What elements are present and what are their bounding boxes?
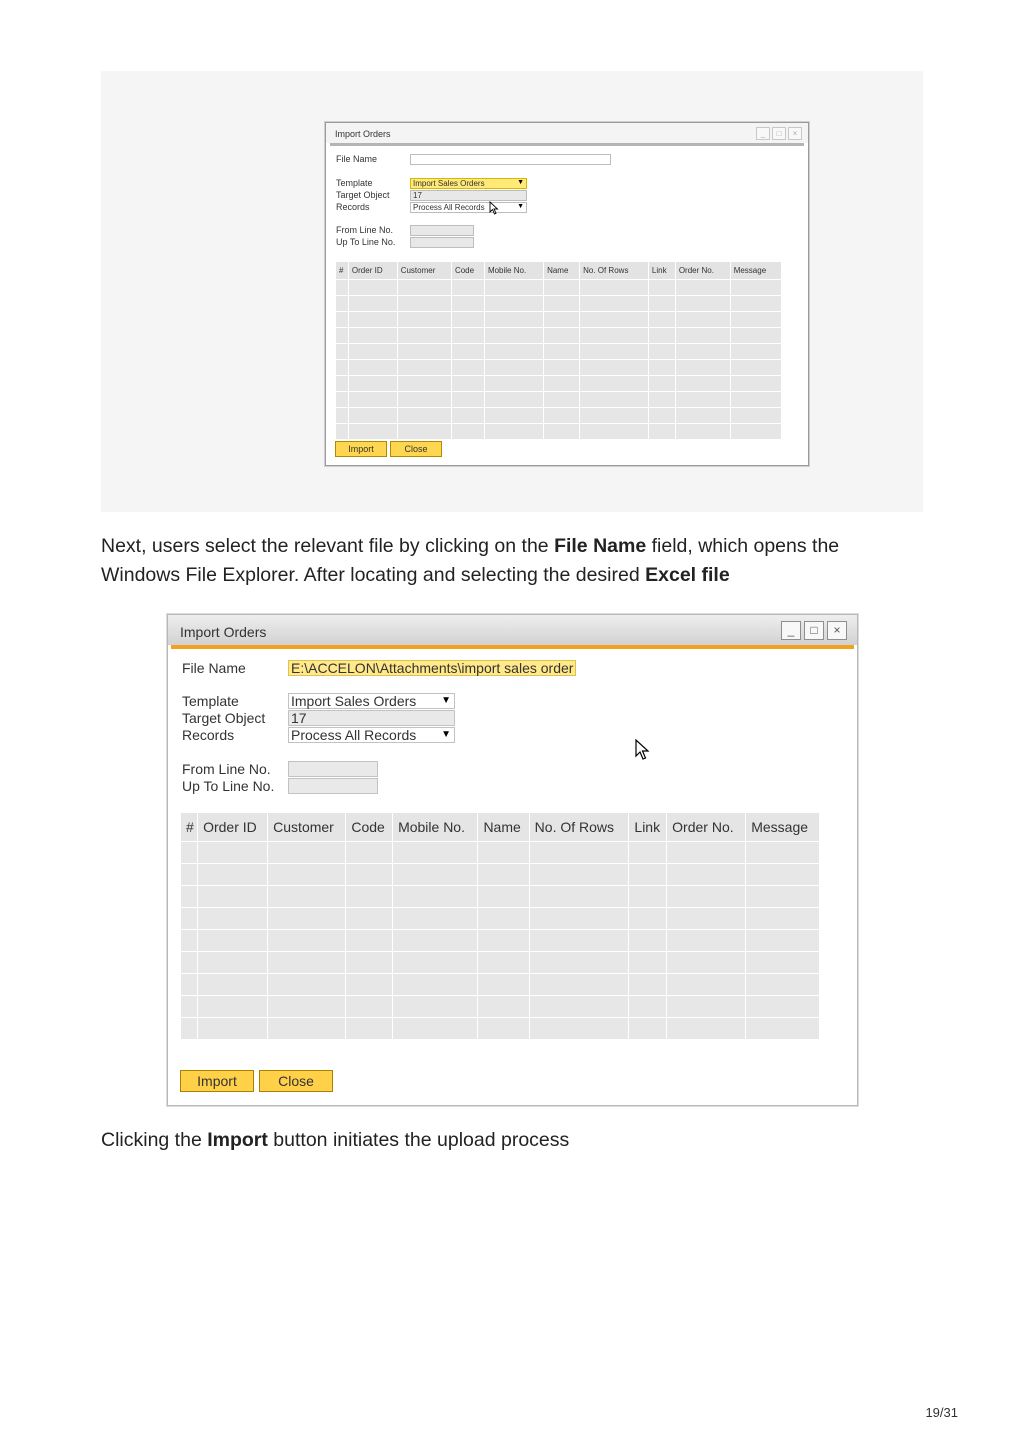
table-cell[interactable] [580, 296, 649, 312]
table-row[interactable] [336, 296, 782, 312]
table-cell[interactable] [393, 974, 478, 996]
orders-grid [180, 812, 820, 1040]
table-cell[interactable] [648, 408, 675, 424]
column-header[interactable]: Mobile No. [393, 813, 478, 842]
table-cell[interactable] [629, 974, 667, 996]
maximize-icon[interactable]: □ [772, 127, 786, 140]
table-cell[interactable] [393, 864, 478, 886]
table-cell[interactable] [397, 392, 451, 408]
dropdown-arrow-icon: ▼ [517, 179, 524, 186]
table-row[interactable] [336, 392, 782, 408]
table-cell[interactable] [629, 886, 667, 908]
table-cell[interactable] [529, 996, 629, 1018]
dialog-title-bar [326, 123, 808, 143]
page-number: 19/31 [925, 1405, 958, 1420]
paragraph-text: field, which opens the Windows File Explorer. After locating and selecting the desired [101, 535, 840, 586]
import-orders-dialog-large [167, 614, 858, 1106]
table-cell[interactable] [580, 408, 649, 424]
table-cell[interactable] [730, 424, 781, 440]
table-cell[interactable] [336, 344, 349, 360]
table-row[interactable] [336, 344, 782, 360]
close-button[interactable]: Close [390, 441, 442, 457]
table-cell[interactable] [484, 392, 543, 408]
table-cell[interactable] [397, 360, 451, 376]
table-cell[interactable] [746, 864, 820, 886]
table-cell[interactable] [730, 296, 781, 312]
table-cell[interactable] [451, 312, 484, 328]
table-row[interactable] [181, 974, 820, 996]
table-cell[interactable] [544, 296, 580, 312]
close-icon[interactable]: × [788, 127, 802, 140]
table-cell[interactable] [544, 360, 580, 376]
paragraph-file-name [101, 532, 921, 590]
table-cell[interactable] [580, 360, 649, 376]
table-cell[interactable] [667, 886, 746, 908]
table-cell[interactable] [544, 424, 580, 440]
up-to-line-label: Up To Line No. [336, 237, 396, 247]
table-row[interactable] [181, 842, 820, 864]
table-cell[interactable] [451, 296, 484, 312]
column-header[interactable]: No. Of Rows [529, 813, 629, 842]
records-value: Process All Records [291, 727, 417, 743]
table-cell[interactable] [484, 312, 543, 328]
table-cell[interactable] [181, 886, 198, 908]
table-cell[interactable] [484, 280, 543, 296]
table-cell[interactable] [397, 280, 451, 296]
table-cell[interactable] [346, 996, 393, 1018]
table-cell[interactable] [198, 1018, 268, 1040]
table-cell[interactable] [348, 376, 397, 392]
table-row[interactable] [181, 864, 820, 886]
table-cell[interactable] [667, 930, 746, 952]
template-select[interactable] [288, 693, 455, 709]
table-cell[interactable] [336, 392, 349, 408]
table-cell[interactable] [268, 1018, 346, 1040]
table-cell[interactable] [397, 328, 451, 344]
table-cell[interactable] [336, 408, 349, 424]
table-cell[interactable] [268, 908, 346, 930]
table-cell[interactable] [346, 952, 393, 974]
table-cell[interactable] [629, 930, 667, 952]
records-select[interactable] [288, 727, 455, 743]
table-row[interactable] [336, 328, 782, 344]
orders-grid [335, 261, 782, 440]
table-cell[interactable] [397, 312, 451, 328]
table-cell[interactable] [675, 296, 730, 312]
up-to-line-label: Up To Line No. [182, 778, 275, 794]
table-cell[interactable] [484, 424, 543, 440]
table-cell[interactable] [393, 996, 478, 1018]
table-cell[interactable] [629, 996, 667, 1018]
target-object-label: Target Object [336, 190, 390, 200]
mouse-cursor-icon [489, 201, 499, 215]
table-cell[interactable] [529, 930, 629, 952]
table-row[interactable] [181, 952, 820, 974]
table-row[interactable] [181, 886, 820, 908]
paragraph-text: button initiates the upload process [267, 1129, 570, 1151]
table-cell[interactable] [629, 952, 667, 974]
dialog-title: Import Orders [335, 129, 391, 139]
table-cell[interactable] [181, 996, 198, 1018]
table-row[interactable] [336, 376, 782, 392]
up-to-line-input[interactable] [410, 237, 474, 248]
table-cell[interactable] [336, 296, 349, 312]
table-cell[interactable] [580, 344, 649, 360]
table-cell[interactable] [348, 408, 397, 424]
table-cell[interactable] [675, 392, 730, 408]
table-cell[interactable] [529, 886, 629, 908]
table-cell[interactable] [648, 296, 675, 312]
column-header[interactable]: Order ID [348, 262, 397, 280]
template-label: Template [182, 693, 239, 709]
table-cell[interactable] [648, 280, 675, 296]
column-header[interactable]: Code [346, 813, 393, 842]
table-cell[interactable] [181, 908, 198, 930]
table-cell[interactable] [346, 930, 393, 952]
table-row[interactable] [181, 996, 820, 1018]
table-cell[interactable] [529, 864, 629, 886]
table-cell[interactable] [746, 930, 820, 952]
table-cell[interactable] [348, 424, 397, 440]
table-cell[interactable] [397, 296, 451, 312]
table-cell[interactable] [667, 952, 746, 974]
table-cell[interactable] [268, 996, 346, 1018]
table-cell[interactable] [730, 328, 781, 344]
table-cell[interactable] [746, 1018, 820, 1040]
table-cell[interactable] [730, 408, 781, 424]
table-row[interactable] [181, 908, 820, 930]
table-cell[interactable] [268, 952, 346, 974]
table-cell[interactable] [268, 930, 346, 952]
target-object-label: Target Object [182, 710, 266, 726]
table-row[interactable] [336, 360, 782, 376]
table-cell[interactable] [648, 376, 675, 392]
table-cell[interactable] [181, 1018, 198, 1040]
table-cell[interactable] [478, 908, 529, 930]
dialog-title: Import Orders [180, 624, 267, 640]
table-cell[interactable] [397, 408, 451, 424]
table-cell[interactable] [451, 280, 484, 296]
column-header[interactable]: Message [746, 813, 820, 842]
column-header[interactable]: Code [451, 262, 484, 280]
table-cell[interactable] [181, 952, 198, 974]
dropdown-arrow-icon: ▼ [441, 695, 451, 706]
template-value: Import Sales Orders [291, 693, 417, 709]
table-cell[interactable] [529, 974, 629, 996]
table-row[interactable] [181, 1018, 820, 1040]
close-icon[interactable]: × [827, 621, 847, 640]
table-cell[interactable] [478, 886, 529, 908]
records-label: Records [336, 202, 370, 212]
table-cell[interactable] [336, 424, 349, 440]
table-cell[interactable] [580, 424, 649, 440]
file-name-label: File Name [336, 154, 378, 164]
table-cell[interactable] [451, 424, 484, 440]
title-divider [330, 143, 804, 146]
table-cell[interactable] [629, 908, 667, 930]
table-row[interactable] [336, 408, 782, 424]
dropdown-arrow-icon: ▼ [441, 729, 451, 740]
table-cell[interactable] [675, 376, 730, 392]
table-cell[interactable] [667, 908, 746, 930]
title-accent-divider [171, 645, 854, 649]
import-orders-dialog-small [325, 122, 809, 466]
table-cell[interactable] [544, 376, 580, 392]
table-cell[interactable] [484, 376, 543, 392]
table-cell[interactable] [181, 864, 198, 886]
table-cell[interactable] [667, 996, 746, 1018]
table-cell[interactable] [544, 408, 580, 424]
table-cell[interactable] [648, 392, 675, 408]
table-cell[interactable] [629, 842, 667, 864]
table-cell[interactable] [198, 974, 268, 996]
table-cell[interactable] [746, 952, 820, 974]
table-cell[interactable] [393, 908, 478, 930]
table-cell[interactable] [484, 344, 543, 360]
minimize-icon[interactable]: _ [756, 127, 770, 140]
table-cell[interactable] [529, 842, 629, 864]
table-cell[interactable] [730, 344, 781, 360]
table-cell[interactable] [580, 376, 649, 392]
table-cell[interactable] [675, 328, 730, 344]
close-button[interactable]: Close [259, 1070, 333, 1092]
table-cell[interactable] [478, 996, 529, 1018]
table-cell[interactable] [746, 886, 820, 908]
table-cell[interactable] [268, 864, 346, 886]
table-cell[interactable] [478, 952, 529, 974]
table-cell[interactable] [730, 360, 781, 376]
column-header[interactable]: Mobile No. [484, 262, 543, 280]
table-cell[interactable] [397, 424, 451, 440]
table-cell[interactable] [484, 360, 543, 376]
table-cell[interactable] [580, 328, 649, 344]
table-cell[interactable] [478, 842, 529, 864]
records-value: Process All Records [413, 203, 485, 212]
table-cell[interactable] [478, 1018, 529, 1040]
table-cell[interactable] [529, 1018, 629, 1040]
table-cell[interactable] [393, 1018, 478, 1040]
up-to-line-input[interactable] [288, 778, 378, 794]
target-object-field: 17 [288, 710, 455, 726]
table-cell[interactable] [746, 842, 820, 864]
table-cell[interactable] [648, 344, 675, 360]
file-name-input[interactable]: E:\ACCELON\Attachments\import sales order [288, 660, 576, 676]
table-row[interactable] [181, 930, 820, 952]
table-cell[interactable] [346, 974, 393, 996]
table-cell[interactable] [544, 392, 580, 408]
target-object-field: 17 [410, 190, 527, 201]
column-header[interactable]: Order No. [667, 813, 746, 842]
table-cell[interactable] [336, 376, 349, 392]
table-cell[interactable] [336, 312, 349, 328]
table-cell[interactable] [348, 296, 397, 312]
table-cell[interactable] [478, 974, 529, 996]
template-label: Template [336, 178, 373, 188]
table-cell[interactable] [667, 1018, 746, 1040]
column-header[interactable]: # [181, 813, 198, 842]
table-cell[interactable] [346, 864, 393, 886]
table-cell[interactable] [393, 930, 478, 952]
table-cell[interactable] [451, 360, 484, 376]
table-cell[interactable] [451, 376, 484, 392]
table-cell[interactable] [348, 280, 397, 296]
records-label: Records [182, 727, 235, 743]
import-button[interactable]: Import [335, 441, 387, 457]
column-header[interactable]: Order ID [198, 813, 268, 842]
table-cell[interactable] [348, 392, 397, 408]
table-cell[interactable] [393, 952, 478, 974]
table-cell[interactable] [346, 908, 393, 930]
table-cell[interactable] [529, 908, 629, 930]
template-value: Import Sales Orders [413, 179, 485, 188]
table-cell[interactable] [181, 974, 198, 996]
table-cell[interactable] [451, 392, 484, 408]
table-cell[interactable] [478, 930, 529, 952]
maximize-icon[interactable]: □ [804, 621, 824, 640]
table-cell[interactable] [544, 280, 580, 296]
column-header[interactable]: Link [648, 262, 675, 280]
table-cell[interactable] [580, 392, 649, 408]
file-name-label: File Name [182, 660, 246, 676]
table-cell[interactable] [397, 376, 451, 392]
table-cell[interactable] [348, 312, 397, 328]
table-cell[interactable] [484, 408, 543, 424]
table-cell[interactable] [675, 360, 730, 376]
column-header[interactable]: No. Of Rows [580, 262, 649, 280]
table-cell[interactable] [198, 886, 268, 908]
table-cell[interactable] [393, 886, 478, 908]
template-select[interactable] [410, 178, 527, 189]
table-cell[interactable] [181, 930, 198, 952]
dialog-title-bar [168, 615, 857, 645]
table-cell[interactable] [544, 312, 580, 328]
from-line-label: From Line No. [182, 761, 271, 777]
table-row[interactable] [336, 424, 782, 440]
column-header[interactable]: Link [629, 813, 667, 842]
table-cell[interactable] [336, 360, 349, 376]
table-cell[interactable] [667, 974, 746, 996]
table-cell[interactable] [348, 360, 397, 376]
column-header[interactable]: Customer [397, 262, 451, 280]
table-cell[interactable] [544, 328, 580, 344]
table-cell[interactable] [675, 424, 730, 440]
column-header[interactable]: Order No. [675, 262, 730, 280]
column-header[interactable]: Customer [268, 813, 346, 842]
table-cell[interactable] [484, 296, 543, 312]
table-cell[interactable] [746, 908, 820, 930]
table-cell[interactable] [730, 280, 781, 296]
screenshot-1 [101, 71, 923, 512]
paragraph-import [101, 1126, 921, 1155]
table-cell[interactable] [268, 886, 346, 908]
table-cell[interactable] [648, 312, 675, 328]
minimize-icon[interactable]: _ [781, 621, 801, 640]
table-cell[interactable] [198, 952, 268, 974]
table-cell[interactable] [336, 280, 349, 296]
dropdown-arrow-icon: ▼ [517, 203, 524, 210]
table-cell[interactable] [675, 312, 730, 328]
table-cell[interactable] [451, 344, 484, 360]
table-cell[interactable] [730, 392, 781, 408]
table-cell[interactable] [198, 842, 268, 864]
import-button[interactable]: Import [180, 1070, 254, 1092]
table-cell[interactable] [667, 864, 746, 886]
column-header[interactable]: # [336, 262, 349, 280]
table-cell[interactable] [629, 1018, 667, 1040]
table-cell[interactable] [348, 344, 397, 360]
table-cell[interactable] [198, 864, 268, 886]
table-cell[interactable] [451, 408, 484, 424]
table-cell[interactable] [268, 974, 346, 996]
from-line-input[interactable] [410, 225, 474, 236]
table-cell[interactable] [336, 328, 349, 344]
table-cell[interactable] [629, 864, 667, 886]
records-select[interactable] [410, 202, 527, 213]
table-cell[interactable] [746, 974, 820, 996]
table-cell[interactable] [484, 328, 543, 344]
from-line-input[interactable] [288, 761, 378, 777]
bold-term: Excel file [645, 564, 730, 586]
paragraph-text: Clicking the [101, 1129, 208, 1151]
table-row[interactable] [336, 312, 782, 328]
table-cell[interactable] [198, 996, 268, 1018]
table-cell[interactable] [268, 842, 346, 864]
table-cell[interactable] [667, 842, 746, 864]
table-cell[interactable] [348, 328, 397, 344]
table-cell[interactable] [746, 996, 820, 1018]
column-header[interactable]: Name [478, 813, 529, 842]
table-cell[interactable] [544, 344, 580, 360]
paragraph-text: Next, users select the relevant file by clicking on the [101, 535, 555, 557]
table-cell[interactable] [730, 376, 781, 392]
table-cell[interactable] [346, 1018, 393, 1040]
column-header[interactable]: Message [730, 262, 781, 280]
table-cell[interactable] [393, 842, 478, 864]
table-cell[interactable] [397, 344, 451, 360]
table-cell[interactable] [580, 312, 649, 328]
column-header[interactable]: Name [544, 262, 580, 280]
table-cell[interactable] [648, 328, 675, 344]
mouse-cursor-icon [635, 739, 651, 761]
table-row[interactable] [336, 280, 782, 296]
table-cell[interactable] [451, 328, 484, 344]
from-line-label: From Line No. [336, 225, 394, 235]
table-cell[interactable] [580, 280, 649, 296]
table-cell[interactable] [346, 886, 393, 908]
bold-term: Import [207, 1129, 268, 1151]
bold-term: File Name [554, 535, 647, 557]
table-cell[interactable] [675, 280, 730, 296]
table-cell[interactable] [648, 424, 675, 440]
table-cell[interactable] [478, 864, 529, 886]
file-name-input[interactable] [410, 154, 611, 165]
table-cell[interactable] [198, 930, 268, 952]
table-cell[interactable] [675, 344, 730, 360]
table-cell[interactable] [648, 360, 675, 376]
table-cell[interactable] [529, 952, 629, 974]
table-cell[interactable] [730, 312, 781, 328]
table-cell[interactable] [346, 842, 393, 864]
table-cell[interactable] [675, 408, 730, 424]
table-cell[interactable] [181, 842, 198, 864]
table-cell[interactable] [198, 908, 268, 930]
